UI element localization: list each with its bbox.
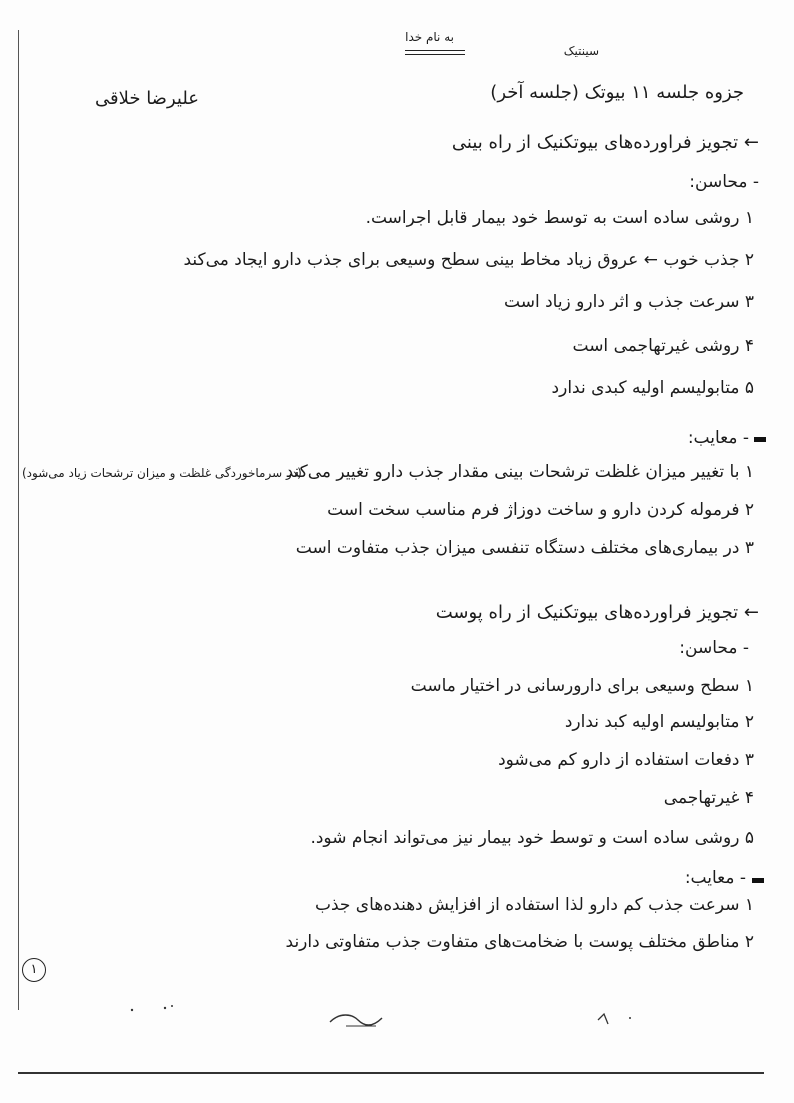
nasal-disadvantage-item: ۱ با تغییر میزان غلظت ترشحات بینی مقدار جذب دارو تغییر می‌کند bbox=[285, 462, 754, 482]
bullet-mark bbox=[752, 878, 764, 883]
left-margin-line bbox=[18, 30, 19, 1010]
nasal-advantage-item: ۱ روشی ساده است به توسط خود بیمار قابل اجراست. bbox=[365, 208, 754, 228]
basmala: به نام خدا bbox=[405, 30, 454, 44]
page-title: جزوه جلسه ۱۱ بیوتک (جلسه آخر) bbox=[490, 82, 744, 103]
dermal-disadvantages-label: - معایب: bbox=[684, 868, 746, 888]
author-name: علیرضا خلاقی bbox=[95, 88, 200, 109]
bullet-mark bbox=[754, 437, 766, 442]
nasal-advantage-item: ۴ روشی غیرتهاجمی است bbox=[572, 336, 754, 356]
dermal-advantage-item: ۳ دفعات استفاده از دارو کم می‌شود bbox=[498, 750, 754, 770]
nasal-advantage-item: ۵ متابولیسم اولیه کبدی ندارد bbox=[551, 378, 754, 398]
nasal-heading: ← تجویز فراورده‌های بیوتکنیک از راه بینی bbox=[451, 132, 759, 153]
nasal-disadvantage-item: ۲ فرموله کردن دارو و ساخت دوزاژ فرم مناسب سخت است bbox=[327, 500, 754, 520]
dermal-disadvantage-item: ۱ سرعت جذب کم دارو لذا استفاده از افزایش دهنده‌های جذب bbox=[314, 895, 754, 915]
basmala-underline-2 bbox=[405, 54, 465, 55]
dermal-advantage-item: ۲ متابولیسم اولیه کبد ندارد bbox=[564, 712, 754, 732]
dermal-advantage-item: ۵ روشی ساده است و توسط خود بیمار نیز می‌تواند انجام شود. bbox=[310, 828, 754, 848]
nasal-disadvantage-note: (در سرماخوردگی غلظت و میزان ترشحات زیاد می‌شود) bbox=[22, 466, 302, 480]
nasal-advantage-item: ۳ سرعت جذب و اثر دارو زیاد است bbox=[504, 292, 754, 312]
page-number: ۱ bbox=[22, 958, 46, 982]
bottom-border-line bbox=[18, 1072, 764, 1074]
nasal-advantages-label: - محاسن: bbox=[689, 172, 759, 192]
dermal-advantage-item: ۱ سطح وسیعی برای دارورسانی در اختیار ماست bbox=[410, 676, 754, 696]
nasal-advantage-item: ۲ جذب خوب ← عروق زیاد مخاط بینی سطح وسیعی برای جذب دارو ایجاد می‌کند bbox=[183, 250, 754, 270]
dermal-heading: ← تجویز فراورده‌های بیوتکنیک از راه پوست bbox=[435, 602, 759, 623]
dermal-advantage-item: ۴ غیرتهاجمی bbox=[663, 788, 754, 808]
nasal-disadvantages-label: - معایب: bbox=[687, 428, 749, 448]
basmala-underline bbox=[405, 50, 465, 51]
scan-noise-marks bbox=[120, 1000, 640, 1040]
dermal-disadvantage-item: ۲ مناطق مختلف پوست با ضخامت‌های متفاوت جذب متفاوتی دارند bbox=[285, 932, 754, 952]
dermal-advantages-label: - محاسن: bbox=[679, 638, 749, 658]
annotation-text: سینتیک bbox=[563, 44, 599, 58]
nasal-disadvantage-item: ۳ در بیماری‌های مختلف دستگاه تنفسی میزان جذب متفاوت است bbox=[295, 538, 754, 558]
